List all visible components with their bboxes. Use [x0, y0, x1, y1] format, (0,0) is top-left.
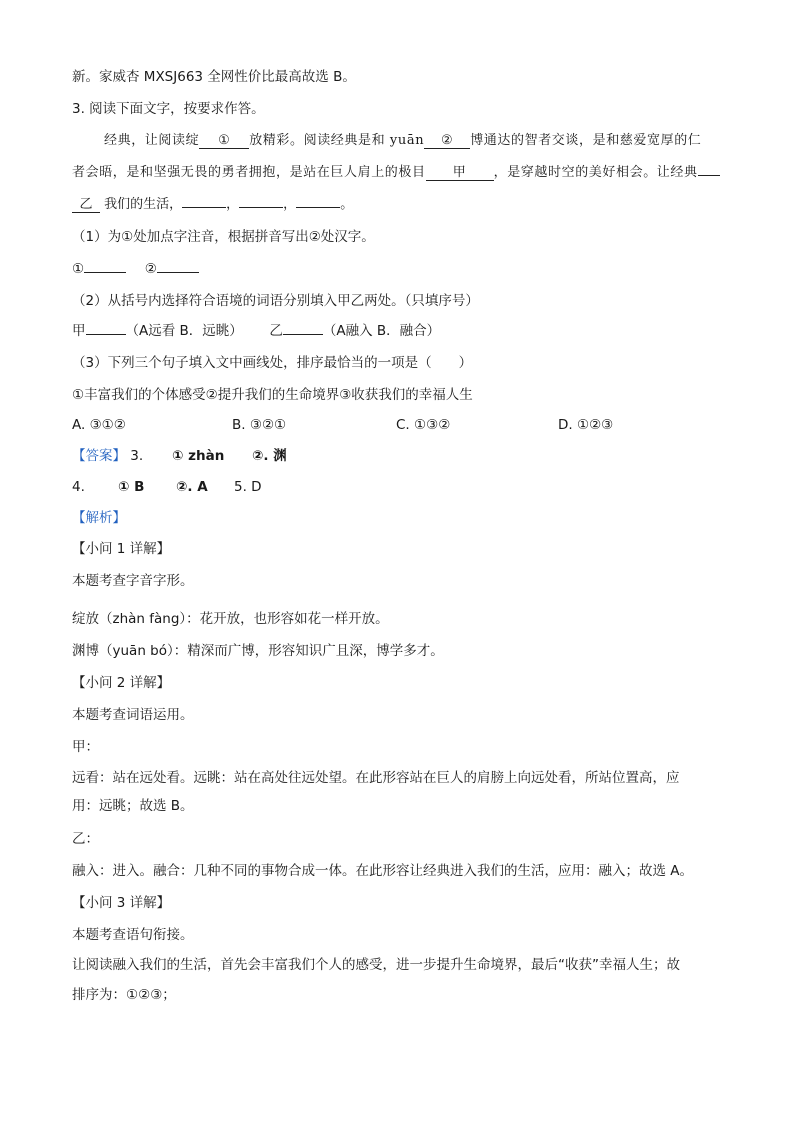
answer-4-part-1: ① B	[118, 479, 145, 495]
sub-1-heading: 【小问 1 详解】	[72, 541, 171, 557]
passage-text: ，	[283, 197, 297, 212]
analysis-text: 本题考查语句衔接。	[72, 927, 194, 943]
answer-blank-1	[84, 272, 126, 273]
analysis-text: 排序为：①②③；	[72, 987, 176, 1003]
choice-a: A. ③①②	[72, 417, 126, 433]
passage-text: 者会晤，是和坚强无畏的勇者拥抱，是站在巨人肩上的极目	[72, 165, 426, 180]
answer-4-part-2: ②. A	[176, 479, 208, 495]
sub-question-2-answer-line	[72, 322, 440, 340]
blank-yi-start	[698, 175, 720, 176]
passage-text: 我们的生活，	[104, 197, 183, 212]
sub-question-2: （2）从括号内选择符合语境的词语分别填入甲乙两处。（只填序号）	[72, 293, 479, 309]
blank-sentence-2	[239, 207, 283, 208]
analysis-text: 本题考查字音字形。	[72, 573, 194, 589]
label-yi: 乙	[269, 323, 283, 339]
passage-text: 博通达的智者交谈，是和慈爱宽厚的仁	[470, 133, 702, 148]
analysis-text: 甲：	[72, 739, 99, 755]
options-jia: （A远看 B．远眺）	[125, 323, 243, 339]
analysis-text: 用：远眺；故选 B。	[72, 798, 194, 814]
answer-line-2	[72, 478, 372, 496]
blank-jia: 甲	[426, 165, 494, 181]
answer-blank-jia	[86, 334, 126, 335]
choice-c: C. ①③②	[396, 417, 451, 433]
analysis-text: 让阅读融入我们的生活，首先会丰富我们个人的感受，进一步提升生命境界，最后“收获”幸福人生；故	[72, 957, 680, 973]
blank-yi: 乙	[72, 197, 100, 213]
sub-question-1-answer-line	[72, 260, 199, 278]
sub-question-1: （1）为①处加点字注音，根据拼音写出②处汉字。	[72, 229, 375, 245]
sub-question-3: （3）下列三个句子填入文中画线处，排序最恰当的一项是（ ）	[72, 355, 473, 371]
sub-2-heading: 【小问 2 详解】	[72, 675, 171, 691]
analysis-text: 本题考查词语运用。	[72, 707, 194, 723]
choice-b: B. ③②①	[232, 417, 287, 433]
choice-options	[72, 416, 722, 434]
answer-number-3: 3.	[130, 448, 144, 464]
blank-sentence-1	[182, 207, 226, 208]
analysis-text: 远看：站在远处看。远眺：站在高处往远处望。在此形容站在巨人的肩膀上向远处看，所站位置高，应	[72, 770, 680, 786]
analysis-text: 绽放（zhàn fàng）：花开放，也形容如花一样开放。	[72, 611, 389, 627]
answer-blank-2	[157, 272, 199, 273]
choice-d: D. ①②③	[558, 417, 614, 433]
prev-answer-tail: 新。家威杏 MXSJ663 全网性价比最高故选 B。	[72, 69, 356, 85]
passage-line-1	[104, 132, 701, 150]
options-yi: （A融入 B．融合）	[322, 323, 441, 339]
analysis-label: 【解析】	[72, 510, 126, 526]
marker-1: ①	[72, 261, 85, 277]
passage-text: ，	[226, 197, 240, 212]
blank-2: ②	[424, 133, 470, 149]
marker-2: ②	[144, 261, 157, 277]
passage-text: 经典，让阅读绽	[104, 133, 200, 148]
answer-3-part-1: ① zhàn	[172, 448, 225, 464]
answer-line-1	[72, 447, 372, 465]
sub-3-heading: 【小问 3 详解】	[72, 895, 171, 911]
answer-number-4: 4.	[72, 479, 85, 495]
passage-text: 放精彩。阅读经典是和 yuān	[249, 133, 425, 148]
blank-1: ①	[199, 133, 249, 149]
question-3-heading: 3. 阅读下面文字，按要求作答。	[72, 101, 265, 117]
passage-line-3	[72, 196, 353, 214]
answer-label: 【答案】	[72, 448, 126, 464]
sub-question-3-sentences: ①丰富我们的个体感受②提升我们的生命境界③收获我们的幸福人生	[72, 387, 473, 403]
label-jia: 甲	[72, 323, 86, 339]
analysis-text: 渊博（yuān bó）：精深而广博，形容知识广且深，博学多才。	[72, 643, 444, 659]
analysis-text: 融入：进入。融合：几种不同的事物合成一体。在此形容让经典进入我们的生活，应用：融入；故选 A。	[72, 863, 694, 879]
answer-3-part-2: ②. 渊	[252, 448, 287, 464]
passage-text: 。	[340, 197, 354, 212]
passage-line-2	[72, 164, 720, 182]
answer-5: 5. D	[234, 479, 262, 495]
passage-text: ，是穿越时空的美好相会。让经典	[493, 165, 698, 180]
analysis-text: 乙：	[72, 831, 99, 847]
blank-sentence-3	[296, 207, 340, 208]
answer-blank-yi	[283, 334, 323, 335]
